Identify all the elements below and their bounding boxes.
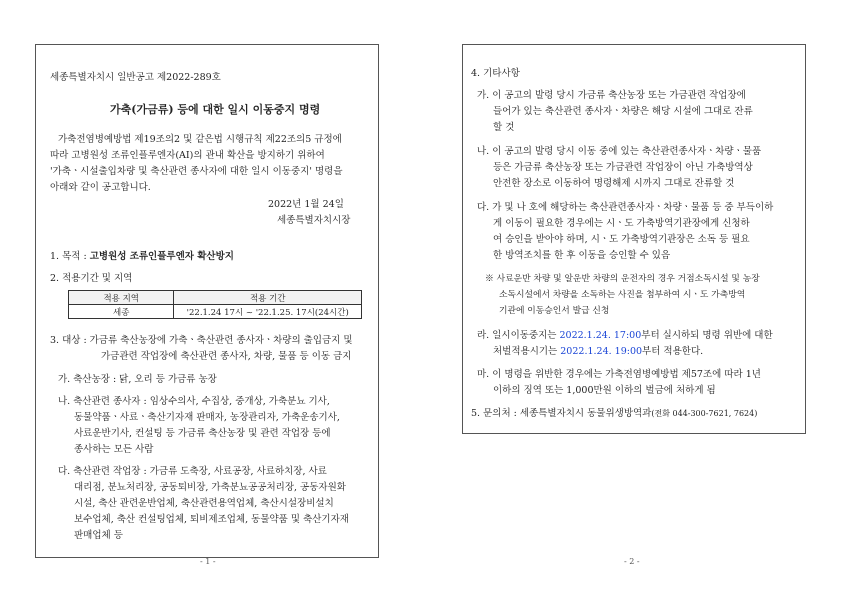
- ra-text: 부터 실시하되 명령 위반에 대한: [641, 330, 773, 341]
- ra-text: 라. 일시이동중지는: [477, 330, 560, 341]
- other-item-ma: 마. 이 명령을 위반한 경우에는 가축전염병예방법 제57조에 따라 1년: [477, 369, 761, 380]
- note-line: 기관에 이동승인서 발급 신청: [499, 306, 610, 316]
- target-item-da: 판매업체 등: [74, 530, 123, 541]
- contact-dept: 5. 문의처 : 세종특별자치시 동물위생방역과: [471, 408, 652, 419]
- table-row: [69, 305, 362, 319]
- note-line: ※ 사료운반 차량 및 알운반 차량의 운전자의 경우 거점소독시설 및 농장: [485, 274, 760, 284]
- intro-line: 따라 고병원성 조류인플루엔자(AI)의 관내 확산을 방지하기 위하여: [50, 150, 325, 161]
- section-period-region: 2. 적용기간 및 지역: [50, 273, 133, 284]
- other-item-ga: 가. 이 공고의 발령 당시 가금류 축산농장 또는 가금관련 작업장에: [477, 90, 746, 101]
- note-line: 소독시설에서 차량을 소독하는 사진을 첨부하여 시ㆍ도 가축방역: [499, 290, 746, 300]
- target-item-da: 대리점, 분뇨처리장, 공동퇴비장, 가축분뇨공공처리장, 공동자원화: [74, 482, 346, 493]
- target-item-da: 다. 축산관련 작업장 : 가금류 도축장, 사료공장, 사료하치장, 사료: [58, 466, 327, 477]
- contact-phone: (전화 044-300-7621, 7624): [651, 409, 758, 418]
- section-purpose: [50, 251, 234, 263]
- table-header-row: [69, 291, 362, 305]
- ra-text: 부터 적용한다.: [642, 346, 704, 357]
- ra-text: 처벌적용시기는: [493, 346, 561, 357]
- notice-date: 2022년 1월 24일: [268, 199, 344, 210]
- other-item-ga: 할 것: [493, 122, 515, 133]
- target-item-da: 보수업체, 축산 컨설팅업체, 퇴비제조업체, 동물약품 및 축산기자재: [74, 514, 349, 525]
- other-item-ma: 이하의 징역 또는 1,000만원 이하의 벌금에 처하게 됨: [493, 385, 716, 396]
- other-item-na: 등은 가금류 축산농장 또는 가금관련 작업장이 아닌 가축방역상: [493, 162, 753, 173]
- section-target-line: 가금관련 작업장에 축산관련 종사자, 차량, 물품 등 이동 금지: [101, 351, 352, 362]
- target-item-na: 동물약품ㆍ사료ㆍ축산기자재 판매자, 농장관리자, 가축운송기사,: [74, 412, 340, 423]
- page-number: - 2 -: [624, 557, 640, 566]
- penalty-start-time: 2022.1.24. 19:00: [560, 346, 643, 357]
- section-target-line: 3. 대상 : 가금류 축산농장에 가축ㆍ축산관련 종사자ㆍ차량의 출입금지 및: [50, 335, 353, 346]
- intro-line: '가축ㆍ시설출입차량 및 축산관련 종사자에 대한 일시 이동중지' 명령을: [50, 166, 343, 177]
- other-item-na: 안전한 장소로 이동하여 명령해제 시까지 그대로 잔류할 것: [493, 178, 735, 189]
- notice-title: 가축(가금류) 등에 대한 일시 이동중지 명령: [110, 103, 321, 116]
- section-purpose-text: 고병원성 조류인플루엔자 확산방지: [89, 251, 234, 262]
- target-item-ga: 가. 축산농장 : 닭, 오리 등 가금류 농장: [58, 374, 217, 385]
- other-item-ra: [493, 346, 703, 358]
- intro-line: 가축전염병예방법 제19조의2 및 같은법 시행규칙 제22조의5 규정에: [58, 134, 342, 145]
- announcement-number: 세종특별자치시 일반공고 제2022-289호: [50, 72, 221, 83]
- other-item-na: 나. 이 공고의 발령 당시 이동 중에 있는 축산관련종사자ㆍ차량ㆍ물품: [477, 146, 762, 157]
- table-cell: 세종: [69, 305, 174, 319]
- target-item-na: 사료운반기사, 컨설팅 등 가금류 축산농장 및 관련 작업장 등에: [74, 428, 331, 439]
- other-item-ga: 들어가 있는 축산관련 종사자ㆍ차량은 해당 시설에 그대로 잔류: [493, 106, 753, 117]
- target-item-da: 시설, 축산 관련운반업체, 축산관련용역업체, 축산시설장비설치: [74, 498, 334, 509]
- document-page-2: [462, 44, 806, 434]
- other-item-da: 게 이동이 필요한 경우에는 시ㆍ도 가축방역기관장에게 신청하: [493, 218, 750, 229]
- other-item-da: 다. 가 및 나 호에 해당하는 축산관련종사자ㆍ차량ㆍ물품 등 중 부득이하: [477, 202, 774, 213]
- section-purpose-label: 1. 목적 :: [50, 251, 90, 262]
- start-time: 2022.1.24. 17:00: [559, 330, 642, 341]
- other-item-ra: [477, 330, 773, 342]
- other-item-da: 여 승인을 받아야 하며, 시ㆍ도 가축방역기관장은 소독 등 필요: [493, 234, 750, 245]
- section-other-matters: 4. 기타사항: [471, 68, 520, 79]
- target-item-na: 종사하는 모든 사람: [74, 444, 154, 455]
- section-contact: [471, 408, 757, 420]
- document-page-1: [35, 44, 379, 558]
- intro-line: 아래와 같이 공고합니다.: [50, 182, 151, 193]
- table-cell: '22.1.24 17시 ~ '22.1.25. 17시(24시간): [174, 305, 362, 319]
- target-item-na: 나. 축산관련 종사자 : 임상수의사, 수집상, 중개상, 가축분뇨 기사,: [58, 396, 330, 407]
- table-header-cell: 적용 지역: [69, 291, 174, 305]
- period-region-table: [68, 290, 362, 319]
- table-header-cell: 적용 기간: [174, 291, 362, 305]
- notice-issuer: 세종특별자치시장: [277, 215, 351, 226]
- other-item-da: 한 방역조치를 한 후 이동을 승인할 수 있음: [493, 250, 671, 261]
- page-number: - 1 -: [200, 557, 216, 566]
